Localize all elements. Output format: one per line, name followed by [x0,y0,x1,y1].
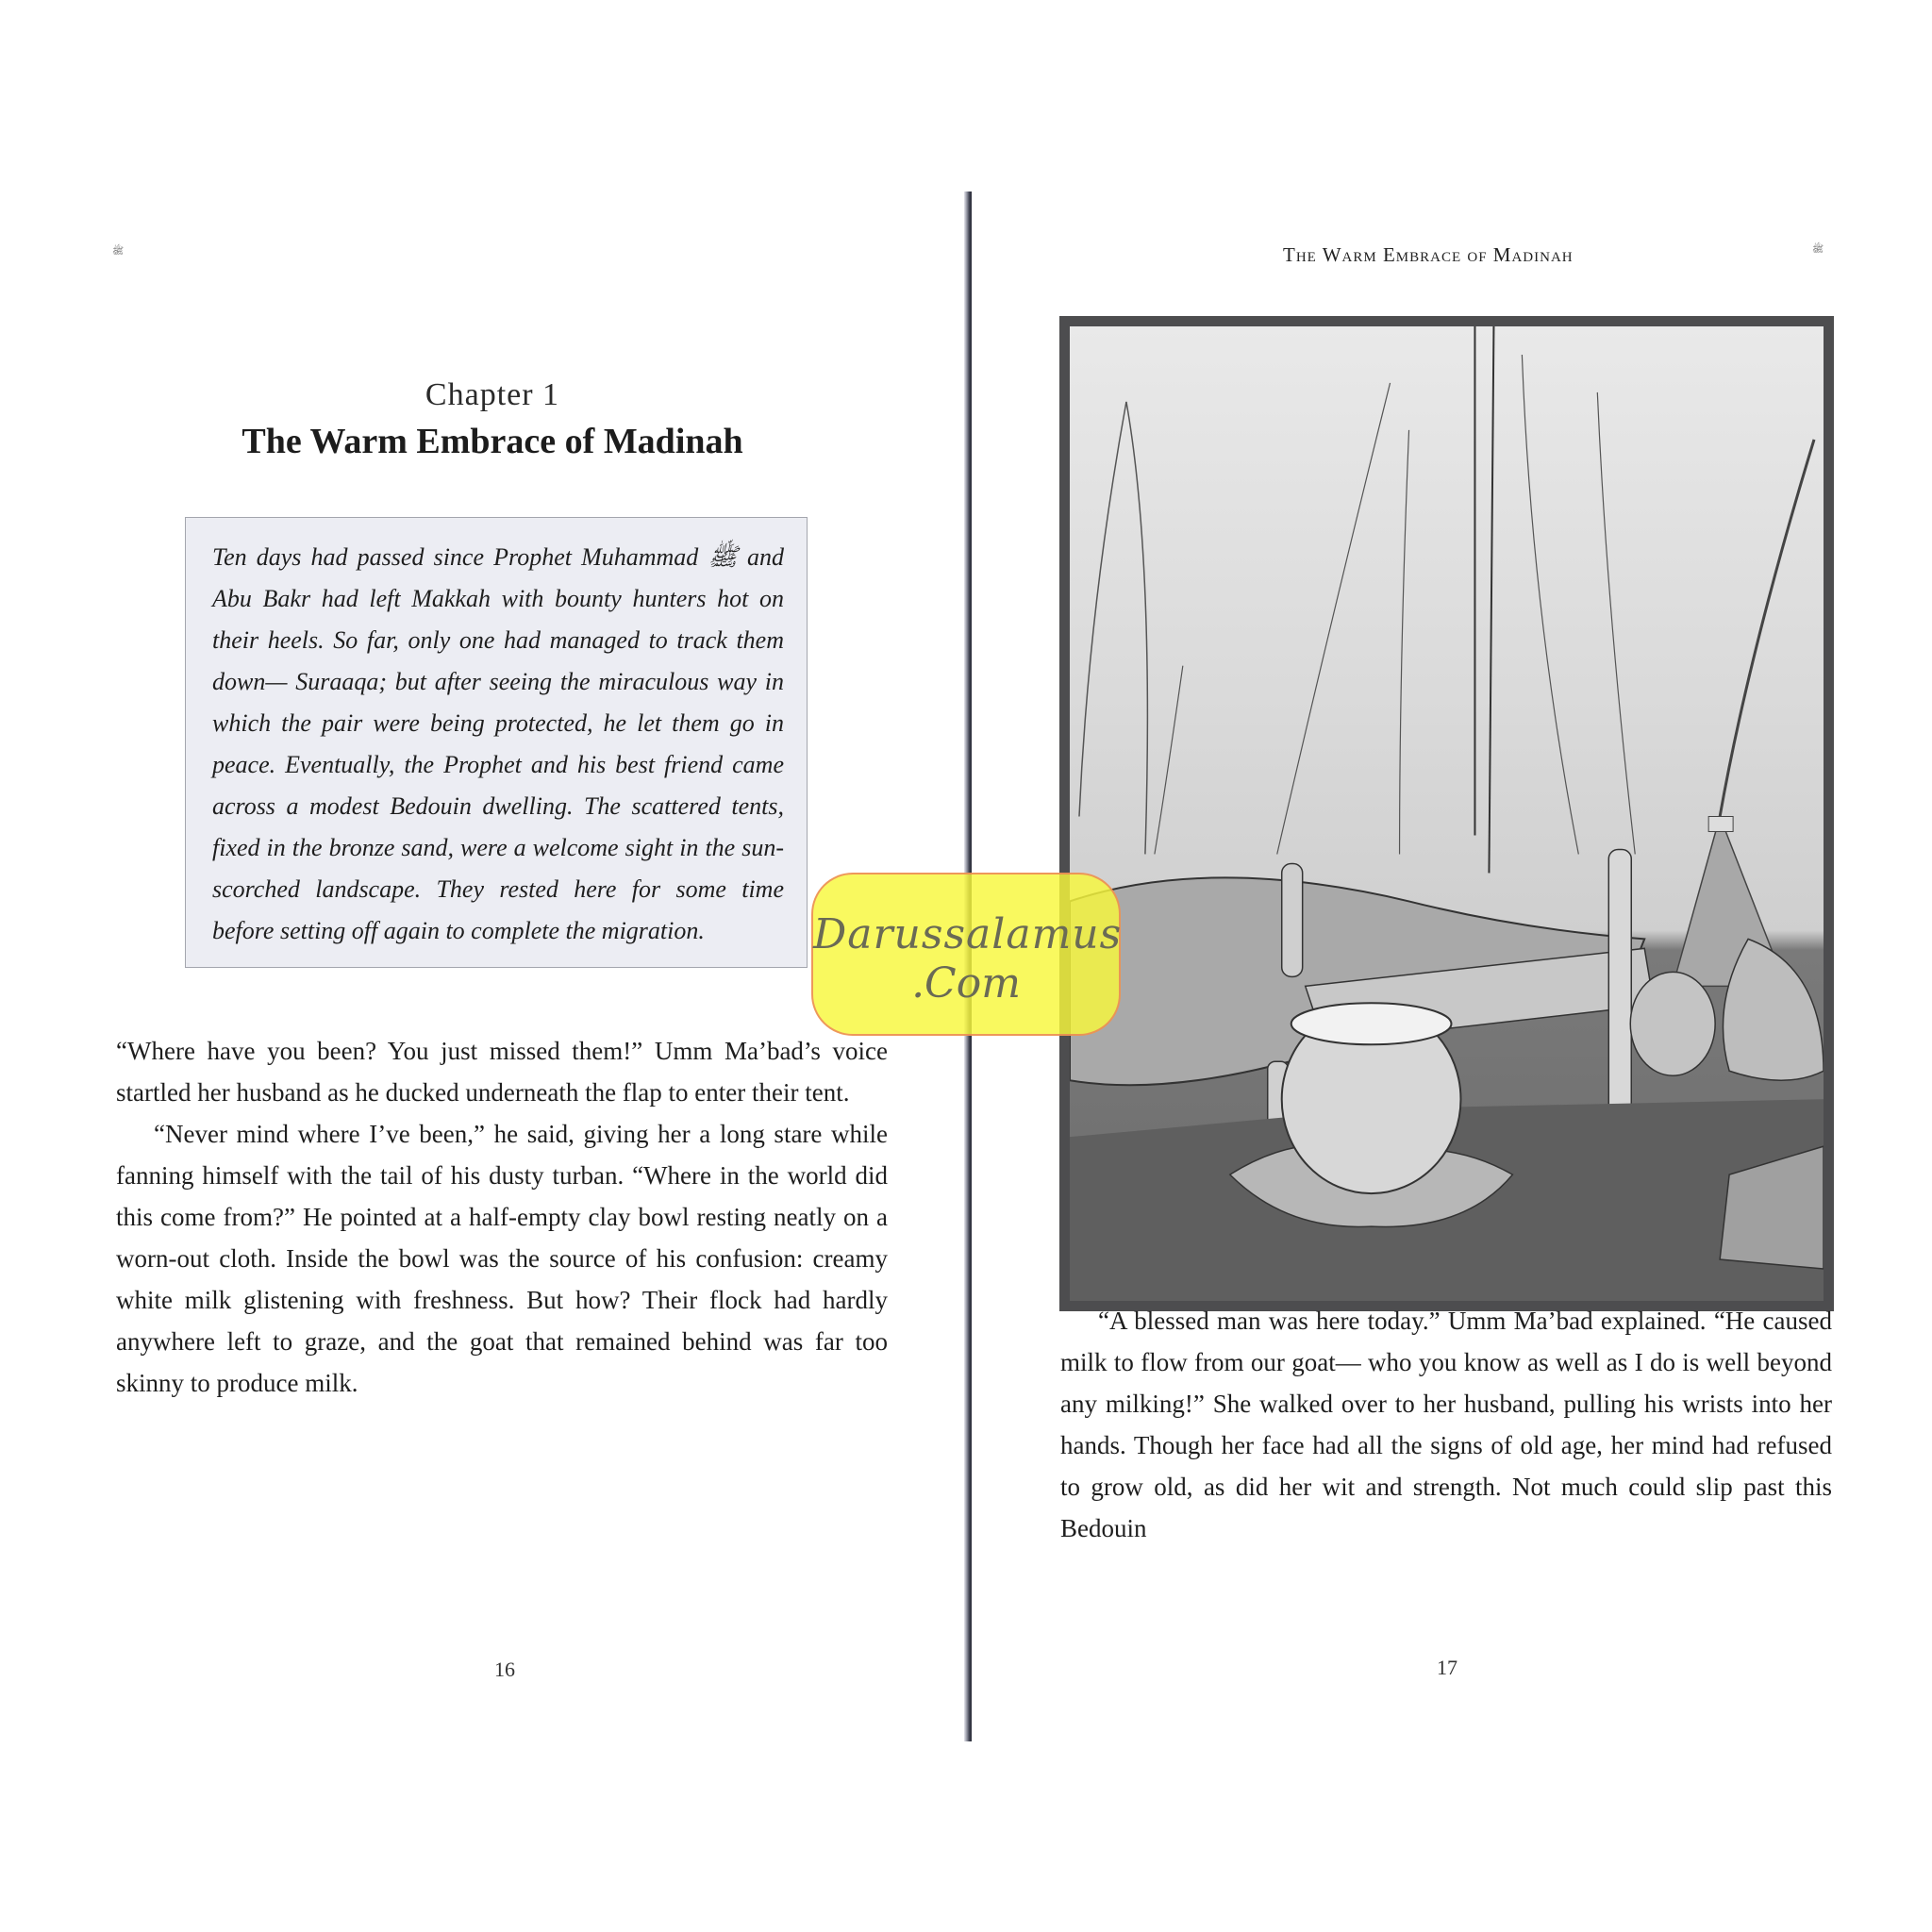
watermark-line2: .Com [911,959,1021,1008]
illustration-tent-interior [1059,316,1834,1311]
illustration-drawing [1070,326,1824,1301]
watermark-badge [811,873,1121,1036]
chapter-title: The Warm Embrace of Madinah [242,422,743,461]
paragraph: “Where have you been? You just missed them!” Umm Ma’bad’s voice startled her husband as he ducked underneath the flap to enter their tent. [116,1037,888,1107]
intro-box [185,517,808,968]
right-body-text [1060,1300,1832,1549]
watermark-line1: Darussalamus [813,910,1123,958]
left-body-text [116,1030,888,1404]
honorific-glyph-icon: ﷺ [1811,244,1824,255]
paragraph: “Never mind where I’ve been,” he said, giving her a long stare while fanning himself with the tail of his dusty turban. “Where in the world did this come from?” He pointed at a half-empty clay bowl resting neatly on a worn-out cloth. Inside the bowl was the source of his confusion: creamy white milk glistening with freshness. But how? Their flock had hardly anywhere left to graze, and the goat that remained behind was far too skinny to produce milk. [116,1120,888,1397]
running-head: The Warm Embrace of Madinah [1283,243,1574,266]
paragraph: “A blessed man was here today.” Umm Ma’bad explained. “He caused milk to flow from our goat— who you know as well as I do is well beyond any milking!” She walked over to her husband, pulling his wrists into her hands. Though her face had all the signs of old age, her mind had refused to grow old, as did her wit and strength. Not much could slip past this Bedouin [1060,1307,1832,1542]
intro-text: Ten days had passed since Prophet Muhammad ﷺ and Abu Bakr had left Makkah with bounty hunters hot on their heels. So far, only one had managed to track them down— Suraaqa; but after seeing the miraculous way in which the pair were being protected, he let them go in peace. Eventually, the Prophet and his best friend came across a modest Bedouin dwelling. The scattered tents, fixed in the bronze sand, were a welcome sight in the sun-scorched landscape. They rested here for some time before setting off again to complete the migration. [212,543,784,944]
page-number-left: 16 [494,1657,515,1681]
chapter-label: Chapter 1 [425,377,560,412]
honorific-glyph-icon: ﷺ [111,246,125,257]
page-number-right: 17 [1437,1656,1457,1679]
